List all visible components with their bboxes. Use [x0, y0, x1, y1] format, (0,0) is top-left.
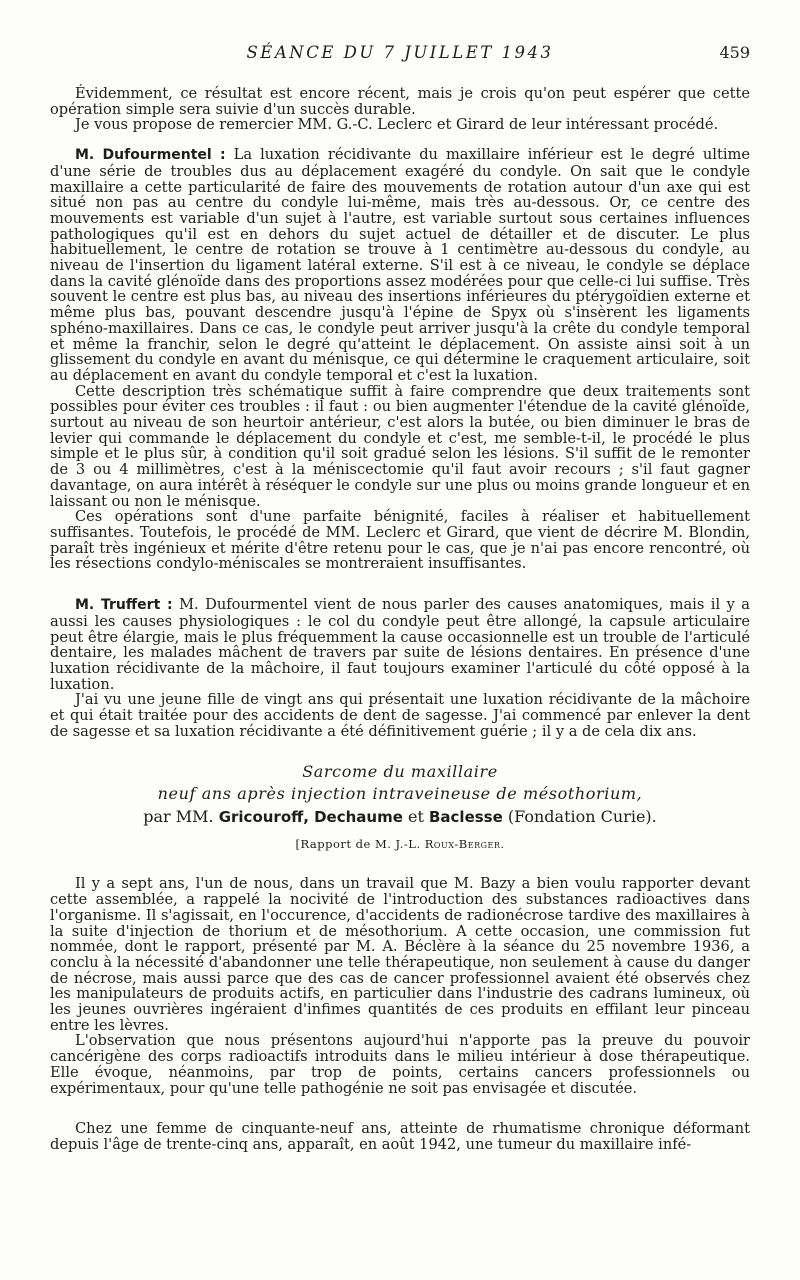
article-title-block	[50, 761, 750, 851]
report-attribution	[50, 837, 750, 851]
truffert-paragraph-2: J'ai vu une jeune fille de vingt ans qui présentait une luxation récidivante de la mâchoire et qui était traitée pour des accidents de dent de sagesse. J'ai commencé par enlever la dent de sagesse et sa luxation récidivante a été définitivement guérie ; il y a de cela dix ans.	[50, 691, 750, 740]
author-affiliation: (Fondation Curie).	[507, 807, 657, 827]
author-baclesse: Baclesse	[428, 808, 503, 827]
article-paragraph-3: Chez une femme de cinquante-neuf ans, atteinte de rhumatisme chronique déformant depuis l'âge de trente-cinq ans, apparaît, en août 1942, une tumeur du maxillaire infé-	[50, 1120, 750, 1153]
page-body	[50, 86, 750, 1153]
intro-paragraph-1: Évidemment, ce résultat est encore récent, mais je crois qu'on peut espérer que cette opération simple sera suivie d'un succès durable.	[50, 85, 750, 118]
author-dechaume: Dechaume	[314, 808, 403, 827]
dufourmentel-paragraph-1	[50, 147, 750, 384]
article-authors	[50, 805, 750, 829]
article-title-line-1: Sarcome du maxillaire	[302, 762, 498, 782]
dufourmentel-text-1: La luxation récidivante du maxillaire inférieur est le degré ultime d'une série de troubles dus au déplacement exagéré du condyle. On sait que le condyle maxillaire a cette particularité de faire des mouvements de rotation autour d'un axe qui est situé non pas au centre du condyle lui-même, mais très au-dessous. Or, ce centre des mouvements est variable d'un sujet à l'autre, est variable surtout sous certaines influences pathologiques qu'il est en dehors du sujet actuel de détailler et de discuter. Le plus habituellement, le centre de rotation se trouve à 1 centimètre au-dessous du condyle, au niveau de l'insertion du ligament latéral externe. S'il est à ce niveau, le condyle se déplace dans la cavité glénoïde dans des proportions assez modérées pour que celle-ci lui suffise. Très souvent le centre est plus bas, au niveau des insertions inférieures du ptérygoïdien externe et même plus bas, pouvant descendre jusqu'à l'épine de Spyx où s'insèrent les ligaments sphéno-maxillaires. Dans ce cas, le condyle peut arriver jusqu'à la crête du condyle temporal et même la franchir, selon le degré qu'atteint le déplacement. On assiste ainsi soit à un glissement du condyle en avant du ménisque, ce qui détermine le craquement articulaire, soit au déplacement en avant du condyle temporal et c'est la luxation.	[50, 146, 750, 384]
report-name: Roux-Berger.	[424, 837, 505, 852]
truffert-text-1: M. Dufourmentel vient de nous parler des causes anatomiques, mais il y a aussi les causes physiologiques : le col du condyle peut être allongé, la capsule articulaire peut être élargie, mais le plus fréquemment la cause occasionnelle est un trouble de l'articulé dentaire, les malades mâchent de travers par suite de lésions dentaires. En présence d'une luxation récidivante de la mâchoire, il faut toujours examiner l'articulé du côté opposé à la luxation.	[50, 596, 751, 693]
dufourmentel-paragraph-2: Cette description très schématique suffit à faire comprendre que deux traitements sont possibles pour éviter ces troubles : il faut : ou bien augmenter l'étendue de la cavité glénoïde, surtout au niveau de son heurtoir antérieur, c'est alors la butée, ou bien diminuer le bras de levier qui commande le déplacement du condyle et c'est, me semble-t-il, le procédé le plus simple et le plus sûr, à condition qu'il soit gradué selon les lésions. S'il suffit de le remonter de 3 ou 4 millimètres, c'est à la méniscectomie qu'il faut avoir recours ; s'il faut gagner davantage, on aura intérêt à réséquer le condyle sur une plus ou moins grande longueur et en laissant ou non le ménisque.	[50, 382, 750, 510]
authors-join: et	[407, 807, 424, 827]
truffert-paragraph-1	[50, 597, 750, 692]
page-header	[50, 43, 750, 67]
report-prefix: [Rapport de M. J.-L.	[295, 837, 421, 852]
author-gricouroff: Gricouroff,	[218, 808, 309, 827]
speaker-dufourmentel: M. Dufourmentel :	[75, 147, 226, 164]
article-paragraph-2: L'observation que nous présentons aujourd'hui n'apporte pas la preuve du pouvoir cancérigène des corps radioactifs introduits dans le milieu intérieur à dose thérapeutique. Elle évoque, néanmoins, par trop de points, certains cancers professionnels ou expérimentaux, pour qu'une telle pathogénie ne soit pas envisagée et discutée.	[50, 1032, 750, 1097]
authors-prefix: par MM.	[143, 807, 214, 827]
page-number: 459	[719, 43, 750, 62]
article-paragraph-1: Il y a sept ans, l'un de nous, dans un travail que M. Bazy a bien voulu rapporter devant cette assemblée, a rappelé la nocivité de l'introduction des substances radioactives dans l'organisme. Il s'agissait, en l'occurence, d'accidents de radionécrose tardive des maxillaires à la suite d'injection de thorium et de mésothorium. A cette occasion, une commission fut nommée, dont le rapport, présenté par M. A. Béclère à la séance du 25 novembre 1936, a conclu à la nécessité d'abandonner une telle thérapeutique, non seulement à cause du danger de nécrose, mais aussi parce que des cas de cancer professionnel avaient été observés chez les manipulateurs de produits actifs, en particulier dans l'industrie des cadrans lumineux, où les jeunes ouvrières ingéraient d'infimes quantités de ces produits en effilant leur pinceau entre les lèvres.	[50, 875, 750, 1034]
dufourmentel-paragraph-3: Ces opérations sont d'une parfaite bénignité, faciles à réaliser et habituellement suffisantes. Toutefois, le procédé de MM. Leclerc et Girard, que vient de décrire M. Blondin, paraît très ingénieux et mérite d'être retenu pour le cas, que je n'ai pas encore rencontré, où les résections condylo-méniscales se montreraient insuffisantes.	[50, 508, 750, 573]
running-title: SÉANCE DU 7 JUILLET 1943	[246, 43, 554, 62]
article-title-line-2: neuf ans après injection intraveineuse de mésothorium,	[157, 784, 643, 804]
intro-paragraph-2: Je vous propose de remercier MM. G.-C. Leclerc et Girard de leur intéressant procédé.	[75, 116, 719, 134]
speaker-truffert: M. Truffert :	[75, 597, 173, 614]
